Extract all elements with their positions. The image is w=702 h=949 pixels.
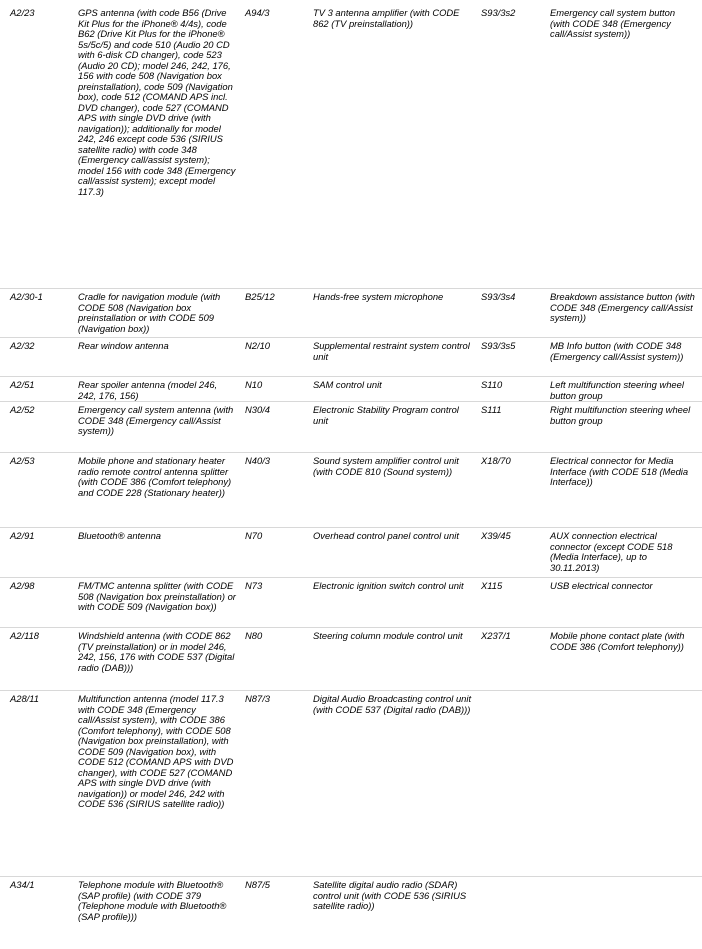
row-separator (0, 690, 702, 691)
component-code: A34/1 (10, 879, 35, 890)
component-code: S93/3s4 (481, 291, 516, 302)
row-separator (0, 577, 702, 578)
component-code: A2/23 (10, 7, 35, 18)
component-description: MB Info button (with CODE 348 (Emergency call/Assist system)) (550, 340, 684, 362)
component-description: Supplemental restraint system control unit (313, 340, 470, 362)
component-description: Rear spoiler antenna (model 246, 242, 176, 156) (78, 379, 218, 401)
component-code: X115 (481, 580, 503, 591)
component-code: N70 (245, 530, 263, 541)
component-code: A2/52 (10, 404, 35, 415)
row-separator (0, 527, 702, 528)
component-code: N40/3 (245, 455, 271, 466)
component-code: A2/51 (10, 379, 35, 390)
component-description: Emergency call system antenna (with CODE 348 (Emergency call/Assist system)) (78, 404, 234, 436)
row-separator (0, 376, 702, 377)
component-description: SAM control unit (313, 379, 382, 390)
component-description: Electrical connector for Media Interface (with CODE 518 (Media Interface)) (550, 455, 689, 487)
component-description: Overhead control panel control unit (313, 530, 459, 541)
component-description: Mobile phone contact plate (with CODE 386 (Comfort telephony)) (550, 630, 685, 652)
component-code: A2/118 (10, 630, 40, 641)
component-description: Emergency call system button (with CODE 348 (Emergency call/Assist system)) (550, 7, 676, 39)
component-code: X237/1 (481, 630, 511, 641)
component-code: A2/53 (10, 455, 35, 466)
component-description: Cradle for navigation module (with CODE 508 (Navigation box preinstallation or with CODE 509 (Navigation box)) (78, 291, 221, 334)
row-separator (0, 401, 702, 402)
component-code: N2/10 (245, 340, 271, 351)
component-code: A2/32 (10, 340, 35, 351)
component-description: TV 3 antenna amplifier (with CODE 862 (TV preinstallation)) (313, 7, 460, 29)
component-description: Multifunction antenna (model 117.3 with CODE 348 (Emergency call/Assist system), with CODE 386 (Comfort telephony), with CODE 508 (Navigation box preinstallation), with CODE 509 (Navigation box), with CODE 512 (COMAND APS with DVD changer), with CODE 527 (COMAND APS with single DVD drive (with navigation)) or model 246, 242 with CODE 536 (SIRIUS satellite radio)) (78, 693, 234, 809)
component-description: Mobile phone and stationary heater radio remote control antenna splitter (with CODE 386 (Comfort telephony) and CODE 228 (Stationary heater)) (78, 455, 232, 498)
row-separator (0, 876, 702, 877)
component-code: S111 (481, 404, 502, 415)
component-code: S93/3s5 (481, 340, 516, 351)
row-separator (0, 452, 702, 453)
row-separator (0, 337, 702, 338)
component-code: A28/11 (10, 693, 40, 704)
component-description: Windshield antenna (with CODE 862 (TV preinstallation) or in model 246, 242, 156, 176 with CODE 537 (Digital radio (DAB))) (78, 630, 235, 673)
component-description: USB electrical connector (550, 580, 653, 591)
component-description: Electronic Stability Program control unit (313, 404, 459, 426)
component-code: N87/3 (245, 693, 271, 704)
component-code: S93/3s2 (481, 7, 516, 18)
component-description: Hands-free system microphone (313, 291, 444, 302)
component-code: X18/70 (481, 455, 511, 466)
component-code: X39/45 (481, 530, 511, 541)
component-description: Electronic ignition switch control unit (313, 580, 464, 591)
row-separator (0, 627, 702, 628)
component-code: A94/3 (245, 7, 270, 18)
component-description: Sound system amplifier control unit (with CODE 810 (Sound system)) (313, 455, 459, 477)
component-description: AUX connection electrical connector (except CODE 518 (Media Interface), up to 30.11.2013) (550, 530, 673, 573)
component-description: GPS antenna (with code B56 (Drive Kit Plus for the iPhone® 4/4s), code B62 (Drive Kit Plus for the iPhone® 5s/5c/5) and code 510 (Audio 20 CD with 6-disk CD changer), code 523 (Audio 20 CD); model 246, 242, 176, 156 with code 508 (Navigation box preinstallation), code 509 (Navigation box), code 512 (COMAND APS incl. DVD changer), code 527 (COMAND APS with single DVD drive (with navigation)); additionally for model 242, 246 except code 536 (SIRIUS satellite radio) with code 348 (Emergency call/assist system); model 156 with code 348 (Emergency call/assist system); except model 117.3) (78, 7, 236, 197)
component-description: Telephone module with Bluetooth® (SAP profile) (with CODE 379 (Telephone module with Bluetooth® (SAP profile))) (78, 879, 227, 922)
component-description: Right multifunction steering wheel button group (550, 404, 691, 426)
component-code: N10 (245, 379, 263, 390)
component-code: N80 (245, 630, 263, 641)
component-description: Breakdown assistance button (with CODE 348 (Emergency call/Assist system)) (550, 291, 695, 323)
component-code: N30/4 (245, 404, 271, 415)
component-code: N73 (245, 580, 263, 591)
component-code: A2/30-1 (10, 291, 43, 302)
component-description: FM/TMC antenna splitter (with CODE 508 (Navigation box preinstallation) or with CODE 509 (Navigation box)) (78, 580, 236, 612)
row-separator (0, 288, 702, 289)
component-description: Rear window antenna (78, 340, 169, 351)
component-code: S110 (481, 379, 503, 390)
component-description: Bluetooth® antenna (78, 530, 162, 541)
component-code: A2/98 (10, 580, 35, 591)
component-code: A2/91 (10, 530, 35, 541)
component-description: Satellite digital audio radio (SDAR) control unit (with CODE 536 (SIRIUS satellite radio)) (313, 879, 467, 911)
component-description: Left multifunction steering wheel button group (550, 379, 684, 401)
component-description: Steering column module control unit (313, 630, 463, 641)
component-code: B25/12 (245, 291, 275, 302)
component-description: Digital Audio Broadcasting control unit (with CODE 537 (Digital radio (DAB))) (313, 693, 472, 715)
component-code: N87/5 (245, 879, 271, 890)
